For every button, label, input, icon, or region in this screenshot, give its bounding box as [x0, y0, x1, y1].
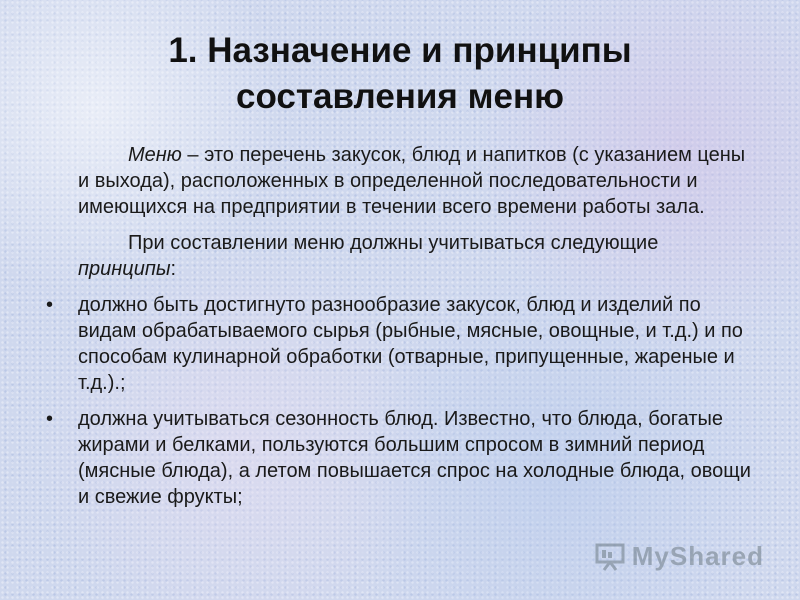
- slide-title: [40, 28, 760, 120]
- slide-body: [46, 142, 758, 520]
- title-line-1: 1. Назначение и принципы: [168, 31, 632, 70]
- bullet-item: [46, 292, 758, 396]
- definition-text: – это перечень закусок, блюд и напитков (с указанием цены и выхода), расположенных в определенной последовательности и имеющихся на предприятии в течении всего времени работы зала.: [78, 144, 746, 218]
- definition-term: Меню: [128, 144, 182, 166]
- principles-term: принципы: [78, 258, 171, 280]
- watermark-text: MyShared: [631, 540, 764, 571]
- title-line-2: составления меню: [236, 77, 564, 116]
- bullet-text: должно быть достигнуто разнообразие закусок, блюд и изделий по видам обрабатываемого сырья (рыбные, мясные, овощные, и т.д.) и по способам кулинарной обработки (отварные, припущенные, жареные и т.д.).;: [78, 294, 743, 394]
- definition-paragraph: [78, 142, 758, 220]
- bullet-item: [46, 406, 758, 510]
- bullet-dot: •: [46, 294, 54, 316]
- bullet-text: должна учитываться сезонность блюд. Известно, что блюда, богатые жирами и белками, пользуются большим спросом в зимний период (мясные блюда), а летом повышается спрос на холодные блюда, овощи и свежие фрукты;: [78, 408, 751, 508]
- principles-intro-text: При составлении меню должны учитываться следующие: [128, 232, 659, 254]
- presentation-board-icon: [594, 540, 626, 572]
- bullet-dot: •: [46, 408, 54, 430]
- principles-intro-paragraph: [78, 230, 758, 282]
- watermark-logo: [594, 540, 764, 572]
- principles-colon: :: [170, 258, 177, 280]
